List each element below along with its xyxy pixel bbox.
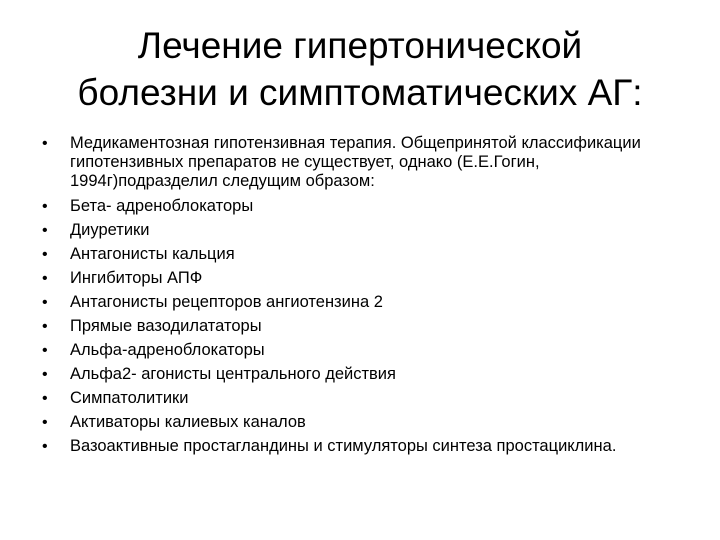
bullet-item-potassium-channel-activators — [40, 413, 680, 432]
bullet-text: Симпатолитики — [70, 389, 189, 407]
bullet-icon: • — [42, 222, 48, 239]
bullet-icon: • — [42, 366, 48, 383]
bullet-item-beta-blockers — [40, 197, 680, 216]
bullet-icon: • — [42, 414, 48, 431]
bullet-text: Бета- адреноблокаторы — [70, 197, 254, 215]
bullet-list — [40, 134, 680, 461]
bullet-text: Диуретики — [70, 221, 150, 239]
slide-title-line-1: Лечение гипертонической — [137, 25, 583, 66]
bullet-item-prostaglandins — [40, 437, 680, 456]
bullet-text: Альфа-адреноблокаторы — [70, 341, 265, 359]
bullet-item-diuretics — [40, 221, 680, 240]
bullet-text: Ингибиторы АПФ — [70, 269, 203, 287]
bullet-text: Прямые вазодилататоры — [70, 317, 262, 335]
bullet-item-alpha2-agonists — [40, 365, 680, 384]
slide-title — [36, 22, 684, 116]
bullet-item-arb — [40, 293, 680, 312]
bullet-text: Вазоактивные простагландины и стимуляторы синтеза простациклина. — [70, 437, 617, 455]
bullet-icon: • — [42, 135, 48, 152]
bullet-text: Антагонисты рецепторов ангиотензина 2 — [70, 293, 383, 311]
bullet-item-vasodilators — [40, 317, 680, 336]
bullet-icon: • — [42, 270, 48, 287]
bullet-item-alpha-blockers — [40, 341, 680, 360]
bullet-item-ace-inhibitors — [40, 269, 680, 288]
bullet-text: Активаторы калиевых каналов — [70, 413, 306, 431]
bullet-icon: • — [42, 246, 48, 263]
bullet-text: Антагонисты кальция — [70, 245, 235, 263]
bullet-item-intro — [40, 134, 680, 191]
bullet-item-sympatholytics — [40, 389, 680, 408]
bullet-icon: • — [42, 318, 48, 335]
bullet-text: Медикаментозная гипотензивная терапия. Общепринятой классификации гипотензивных препаратов не существует, однако (Е.Е.Гогин, 1994г)подразделил следущим образом: — [70, 134, 641, 190]
bullet-icon: • — [42, 198, 48, 215]
bullet-item-calcium-antagonists — [40, 245, 680, 264]
bullet-icon: • — [42, 294, 48, 311]
bullet-icon: • — [42, 438, 48, 455]
bullet-icon: • — [42, 390, 48, 407]
bullet-text: Альфа2- агонисты центрального действия — [70, 365, 396, 383]
bullet-icon: • — [42, 342, 48, 359]
slide-title-line-2: болезни и симптоматических АГ: — [77, 72, 643, 113]
